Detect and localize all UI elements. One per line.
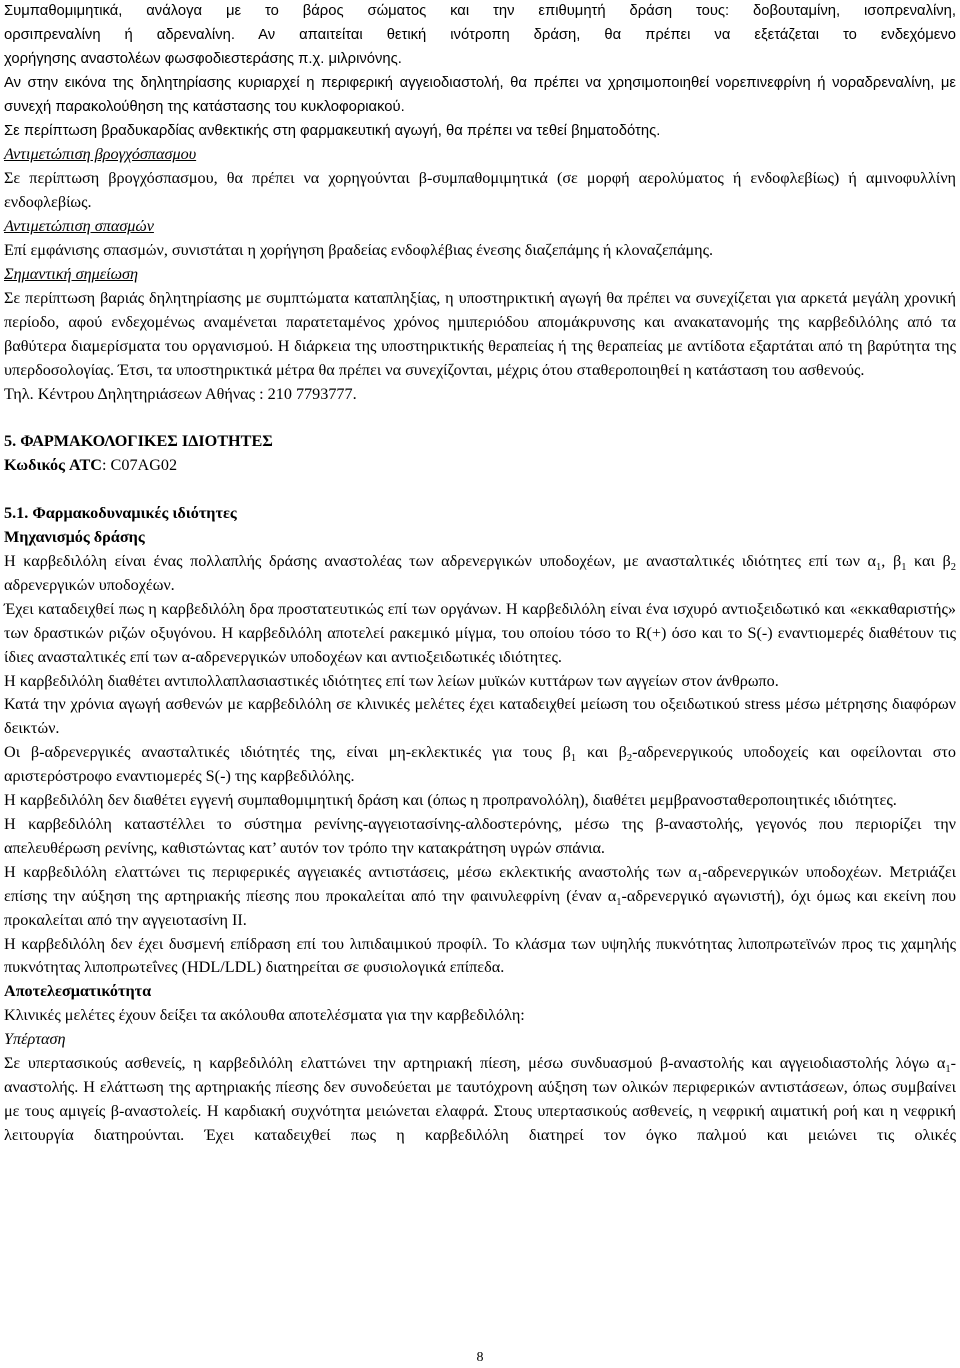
page-number: 8 <box>476 1350 484 1365</box>
mechanism-paragraph-6: Η καρβεδιλόλη δεν διαθέτει εγγενή συμπαθομιμητική δράση και (όπως η προπρανολόλη), διαθέτει μεμβρανοσταθεροποιητικές ιδιότητες. <box>4 791 897 810</box>
text-run: και β <box>576 743 627 762</box>
spasms-text: Επί εμφάνισης σπασμών, συνιστάται η χορήγηση βραδείας ενδοφλέβιας ένεσης διαζεπάμης ή κλοναζεπάμης. <box>4 241 714 260</box>
text-run: -αδρενεργικούς υποδοχείς και οφείλονται στο αριστερόστροφο εναντιομερές S(-) της καρβεδιλόλης. <box>4 743 957 786</box>
mechanism-heading: Μηχανισμός δράσης <box>4 528 145 547</box>
text-run: -αναστολής. Η ελάττωση της αρτηριακής πίεσης δεν συνοδεύεται με ταυτόχρονη αύξηση των ολικών περιφερικών αντιστάσεων, όπως συμβαίνει με τους αμιγείς β-αναστολείς. Η καρδιακή συχνότητα μειώνεται ελαφρά. Στους υπερτασικούς ασθενείς, η νεφρική αιματική ροή και η νεφρική λειτουργία διατηρούνται. Έχει καταδειχθεί πως η καρβεδιλόλη διατηρεί τον όγκο παλμού και μειώνει τις ολικές <box>4 1054 956 1144</box>
efficacy-intro: Κλινικές μελέτες έχουν δείξει τα ακόλουθα αποτελέσματα για την καρβεδιλόλη: <box>4 1006 525 1025</box>
mechanism-paragraph-4: Κατά την χρόνια αγωγή ασθενών με καρβεδιλόλη σε κλινικές μελέτες έχει καταδειχθεί μείωση του οξειδωτικού stress μέσω μέτρησης διαφόρων δεικτών. <box>4 695 956 738</box>
spacer <box>4 406 956 430</box>
important-note-text: Σε περίπτωση βαριάς δηλητηρίασης με συμπτώματα καταπληξίας, η υποστηρικτική αγωγή θα πρέπει να συνεχίζεται για αρκετά μεγάλη χρονική περίοδο, αφού ενδεχομένως αναμένεται παρατεταμένος χρόνος ημιπεριόδου απομάκρυνσης και ανακατανομής της καρβεδιλόλης από τα βαθύτερα διαμερίσματα του οργανισμού. Η διάρκεια της υποστηρικτικής θεραπείας ή της θεραπείας με αντίδοτα εξαρτάται από τη βαρύτητα της υπερδοσολογίας. Έτσι, τα υποστηρικτικά μέτρα θα πρέπει να συνεχίζονται, μέχρις ότου σταθεροποιηθεί η κατάσταση του ασθενούς. <box>4 288 956 379</box>
text-run: Η καρβεδιλόλη ελαττώνει τις περιφερικές αγγειακές αντιστάσεις, μέσω εκλεκτικής αναστολής των α <box>4 862 697 881</box>
text-run: Οι β-αδρενεργικές ανασταλτικές ιδιότητές της, είναι μη-εκλεκτικές για τους β <box>4 743 571 762</box>
mechanism-paragraph-3: Η καρβεδιλόλη διαθέτει αντιπολλαπλασιαστικές ιδιότητες επί των λείων μυϊκών κυττάρων των αγγείων στον άνθρωπο. <box>4 671 779 690</box>
top-paragraph <box>4 0 956 72</box>
text-run: αδρενεργικών υποδοχέων. <box>4 575 175 594</box>
text-line: χορήγησης αναστολέων φωσφοδιεστεράσης π.χ. μιλρινόνης. <box>4 50 402 67</box>
efficacy-heading: Αποτελεσματικότητα <box>4 982 152 1001</box>
section-5-title: 5. ΦΑΡΜΑΚΟΛΟΓΙΚΕΣ ΙΔΙΟΤΗΤΕΣ <box>4 432 273 451</box>
bronchospasm-text: Σε περίπτωση βρογχόσπασμου, θα πρέπει να χορηγούνται β-συμπαθομιμητικά (σε μορφή αερολύματος ή ενδοφλεβίως) ή αμινοφυλλίνη ενδοφλεβίως. <box>4 169 956 212</box>
bronchospasm-heading: Αντιμετώπιση βρογχόσπασμου <box>4 145 197 164</box>
subscript: 1 <box>945 1064 951 1076</box>
text-line: ορσιπρεναλίνη ή αδρεναλίνη. Αν απαιτείται θετική ινότροπη δράση, θα πρέπει να εξετάζεται το ενδεχόμενο <box>4 26 956 43</box>
subscript: 2 <box>950 562 956 574</box>
spacer <box>4 478 956 502</box>
text-line: Συμπαθομιμητικά, ανάλογα με το βάρος σώματος και την επιθυμητή δράση τους: δοβουταμίνη, ισοπρεναλίνη, <box>4 3 956 19</box>
text-run: και β <box>906 552 951 571</box>
text-run: -αδρενεργικό αγωνιστή), όχι όμως και εκείνη που προκαλείται από την αγγειοτασίνη ΙΙ. <box>4 886 956 929</box>
mechanism-paragraph-1 <box>4 550 956 598</box>
poison-center-phone: Τηλ. Κέντρου Δηλητηριάσεων Αθήνας : 210 7793777. <box>4 384 357 403</box>
text-run: -αδρενεργικών υποδοχέων. Μετριάζει επίσης την αύξηση της αρτηριακής πίεσης που προκαλείται από την φαινυλεφρίνη (έναν α <box>4 862 956 905</box>
subscript: 1 <box>876 562 882 574</box>
peripheral-vasodilation-paragraph: Αν στην εικόνα της δηλητηρίασης κυριαρχεί η περιφερική αγγειοδιαστολή, θα πρέπει να χρησιμοποιηθεί νορεπινεφρίνη ή νοραδρεναλίνη, με συνεχή παρακολούθηση της κατάστασης του κυκλοφοριακού. <box>4 74 956 115</box>
subscript: 1 <box>901 562 907 574</box>
mechanism-paragraph-8 <box>4 861 956 933</box>
mechanism-paragraph-5 <box>4 741 956 789</box>
text-run: Σε υπερτασικούς ασθενείς, η καρβεδιλόλη ελαττώνει την αρτηριακή πίεση, μέσω συνδυασμού β-αναστολής και αγγειοδιαστολής λόγω α <box>4 1054 946 1073</box>
text-run: , β <box>881 552 902 571</box>
atc-label: Κωδικός ATC <box>4 456 103 475</box>
hypertension-paragraph <box>4 1052 956 1148</box>
text-run: Η καρβεδιλόλη είναι ένας πολλαπλής δράσης αναστολέας των αδρενεργικών υποδοχέων, με ανασταλτικές ιδιότητες επί των α <box>4 552 877 571</box>
atc-value: : C07AG02 <box>102 456 178 475</box>
mechanism-paragraph-7: Η καρβεδιλόλη καταστέλλει το σύστημα ρενίνης-αγγειοτασίνης-αλδοστερόνης, μέσω της β-αναστολής, γεγονός που περιορίζει την απελευθέρωση ρενίνης, καθιστώντας κατ’ αυτόν τον τρόπο την κατακράτηση υγρών σπάνια. <box>4 815 956 857</box>
bradycardia-paragraph: Σε περίπτωση βραδυκαρδίας ανθεκτικής στη φαρμακευτική αγωγή, θα πρέπει να τεθεί βηματοδότης. <box>4 122 661 139</box>
spasms-heading: Αντιμετώπιση σπασμών <box>4 217 154 236</box>
subscript: 1 <box>696 872 703 884</box>
subscript: 1 <box>570 753 577 765</box>
important-note-heading: Σημαντική σημείωση <box>4 264 139 283</box>
mechanism-paragraph-2: Έχει καταδειχθεί πως η καρβεδιλόλη δρα προστατευτικώς επί των οργάνων. Η καρβεδιλόλη είναι ένα ισχυρό αντιοξειδωτικό και «εκκαθαριστής» των δραστικών ριζών οξυγόνου. Η καρβεδιλόλη αποτελεί ρακεμικό μίγμα, του οποίου τόσο το R(+) όσο και το S(-) εναντιομερές διαθέτουν τις ίδιες ανασταλτικές επί των α-αδρενεργικών υποδοχέων και αντιοξειδωτικές ιδιότητες. <box>4 599 956 666</box>
subscript: 2 <box>626 753 633 765</box>
section-5-1-title: 5.1. Φαρμακοδυναμικές ιδιότητες <box>4 504 237 523</box>
atc-code-line <box>4 454 956 478</box>
hypertension-heading: Υπέρταση <box>4 1030 66 1049</box>
subscript: 1 <box>616 896 622 908</box>
document-page <box>4 0 956 1148</box>
mechanism-paragraph-9: Η καρβεδιλόλη δεν έχει δυσμενή επίδραση επί του λιπιδαιμικού προφίλ. Το κλάσμα των υψηλής πυκνότητας λιποπρωτεϊνών προς τις χαμηλής πυκνότητας λιποπρωτεΐνες (HDL/LDL) διατηρείται σε φυσιολογικά επίπεδα. <box>4 934 956 977</box>
